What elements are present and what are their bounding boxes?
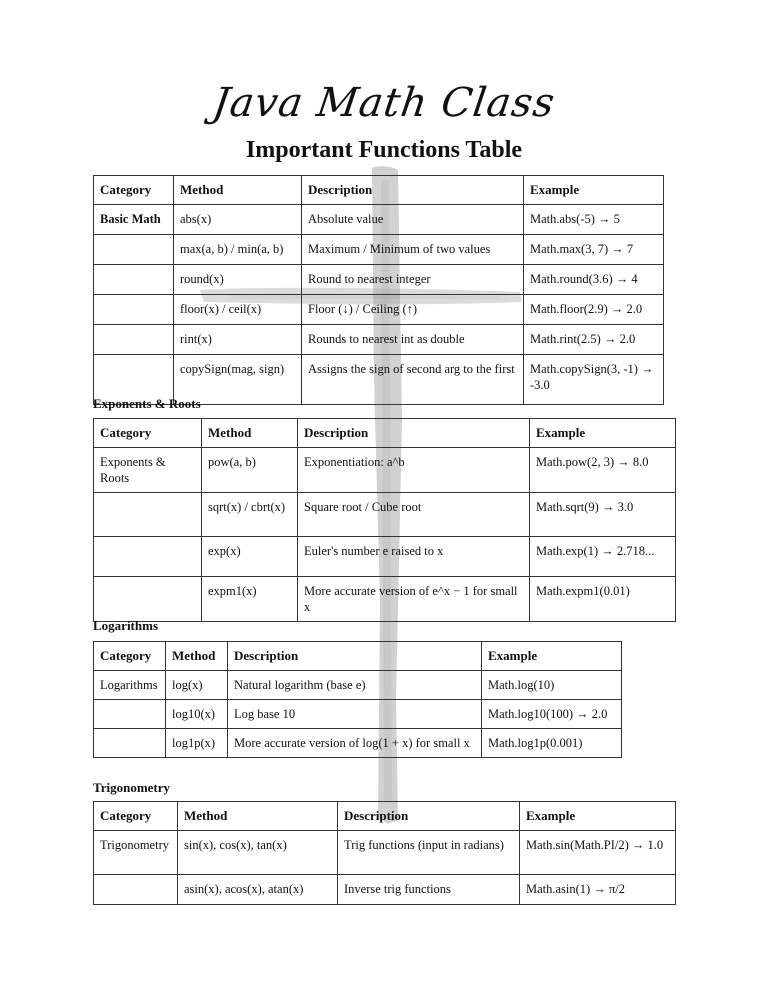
basic-math-table <box>93 175 664 405</box>
cell-example: Math.log10(100) → 2.0 <box>482 700 622 729</box>
table-row <box>94 493 676 537</box>
cell-method: asin(x), acos(x), atan(x) <box>178 875 338 905</box>
cell-method: pow(a, b) <box>202 448 298 493</box>
cell-category: Trigonometry <box>94 831 178 875</box>
cell-description: More accurate version of e^x − 1 for small x <box>298 577 530 622</box>
cell-category <box>94 325 174 355</box>
cell-description: Square root / Cube root <box>298 493 530 537</box>
trigonometry-table <box>93 801 676 905</box>
table-header-row <box>94 176 664 205</box>
cell-description: Natural logarithm (base e) <box>228 671 482 700</box>
cell-example: Math.copySign(3, -1) → -3.0 <box>524 355 664 405</box>
cell-description: Log base 10 <box>228 700 482 729</box>
cell-category <box>94 729 166 758</box>
cell-description: Floor (↓) / Ceiling (↑) <box>302 295 524 325</box>
header-method: Method <box>178 802 338 831</box>
header-category: Category <box>94 419 202 448</box>
cell-category <box>94 235 174 265</box>
table-row <box>94 729 622 758</box>
cell-example: Math.rint(2.5) → 2.0 <box>524 325 664 355</box>
cell-method: log(x) <box>166 671 228 700</box>
cell-example: Math.abs(-5) → 5 <box>524 205 664 235</box>
table-header-row <box>94 419 676 448</box>
cell-method: copySign(mag, sign) <box>174 355 302 405</box>
cell-category <box>94 700 166 729</box>
section-label-exponents: Exponents & Roots <box>93 396 201 411</box>
header-category: Category <box>94 802 178 831</box>
cell-method: floor(x) / ceil(x) <box>174 295 302 325</box>
cell-description: More accurate version of log(1 + x) for small x <box>228 729 482 758</box>
cell-category: Exponents & Roots <box>94 448 202 493</box>
table-header-row <box>94 802 676 831</box>
cell-description: Assigns the sign of second arg to the first <box>302 355 524 405</box>
cell-example: Math.asin(1) → π/2 <box>520 875 676 905</box>
cell-category <box>94 875 178 905</box>
table-row <box>94 577 676 622</box>
header-example: Example <box>520 802 676 831</box>
cell-example: Math.sqrt(9) → 3.0 <box>530 493 676 537</box>
cell-example: Math.log(10) <box>482 671 622 700</box>
cell-method: sin(x), cos(x), tan(x) <box>178 831 338 875</box>
header-description: Description <box>302 176 524 205</box>
cell-category <box>94 537 202 577</box>
exponents-table <box>93 418 676 622</box>
header-example: Example <box>482 642 622 671</box>
section-label-logarithms: Logarithms <box>93 618 158 633</box>
header-description: Description <box>228 642 482 671</box>
header-category: Category <box>94 642 166 671</box>
cell-category: Basic Math <box>94 205 174 235</box>
header-example: Example <box>524 176 664 205</box>
header-category: Category <box>94 176 174 205</box>
header-method: Method <box>166 642 228 671</box>
header-description: Description <box>298 419 530 448</box>
cell-method: rint(x) <box>174 325 302 355</box>
table-row <box>94 235 664 265</box>
cell-category <box>94 265 174 295</box>
cell-category <box>94 577 202 622</box>
table-row <box>94 325 664 355</box>
cell-description: Rounds to nearest int as double <box>302 325 524 355</box>
cell-method: sqrt(x) / cbrt(x) <box>202 493 298 537</box>
cell-method: abs(x) <box>174 205 302 235</box>
table-header-row <box>94 642 622 671</box>
cell-example: Math.floor(2.9) → 2.0 <box>524 295 664 325</box>
cell-example: Math.round(3.6) → 4 <box>524 265 664 295</box>
table-row <box>94 831 676 875</box>
header-method: Method <box>202 419 298 448</box>
cell-method: max(a, b) / min(a, b) <box>174 235 302 265</box>
header-example: Example <box>530 419 676 448</box>
cell-category <box>94 295 174 325</box>
cell-example: Math.expm1(0.01) <box>530 577 676 622</box>
cell-example: Math.sin(Math.PI/2) → 1.0 <box>520 831 676 875</box>
cell-method: expm1(x) <box>202 577 298 622</box>
table-row <box>94 537 676 577</box>
logarithms-table <box>93 641 622 758</box>
cell-example: Math.max(3, 7) → 7 <box>524 235 664 265</box>
table-row <box>94 265 664 295</box>
cell-method: log1p(x) <box>166 729 228 758</box>
header-method: Method <box>174 176 302 205</box>
page-title: Java Math Class <box>209 80 559 126</box>
header-description: Description <box>338 802 520 831</box>
cell-description: Euler's number e raised to x <box>298 537 530 577</box>
cell-method: log10(x) <box>166 700 228 729</box>
page-subtitle: Important Functions Table <box>245 137 523 163</box>
cell-description: Absolute value <box>302 205 524 235</box>
cell-example: Math.exp(1) → 2.718... <box>530 537 676 577</box>
table-row <box>94 875 676 905</box>
cell-method: round(x) <box>174 265 302 295</box>
cell-category: Logarithms <box>94 671 166 700</box>
table-row <box>94 448 676 493</box>
cell-method: exp(x) <box>202 537 298 577</box>
table-row <box>94 295 664 325</box>
cell-category <box>94 493 202 537</box>
table-row <box>94 671 622 700</box>
cell-description: Inverse trig functions <box>338 875 520 905</box>
cell-example: Math.pow(2, 3) → 8.0 <box>530 448 676 493</box>
cell-description: Maximum / Minimum of two values <box>302 235 524 265</box>
cell-description: Trig functions (input in radians) <box>338 831 520 875</box>
table-row <box>94 700 622 729</box>
cell-example: Math.log1p(0.001) <box>482 729 622 758</box>
section-label-trigonometry: Trigonometry <box>93 780 171 795</box>
table-row <box>94 205 664 235</box>
cell-description: Exponentiation: a^b <box>298 448 530 493</box>
cell-description: Round to nearest integer <box>302 265 524 295</box>
